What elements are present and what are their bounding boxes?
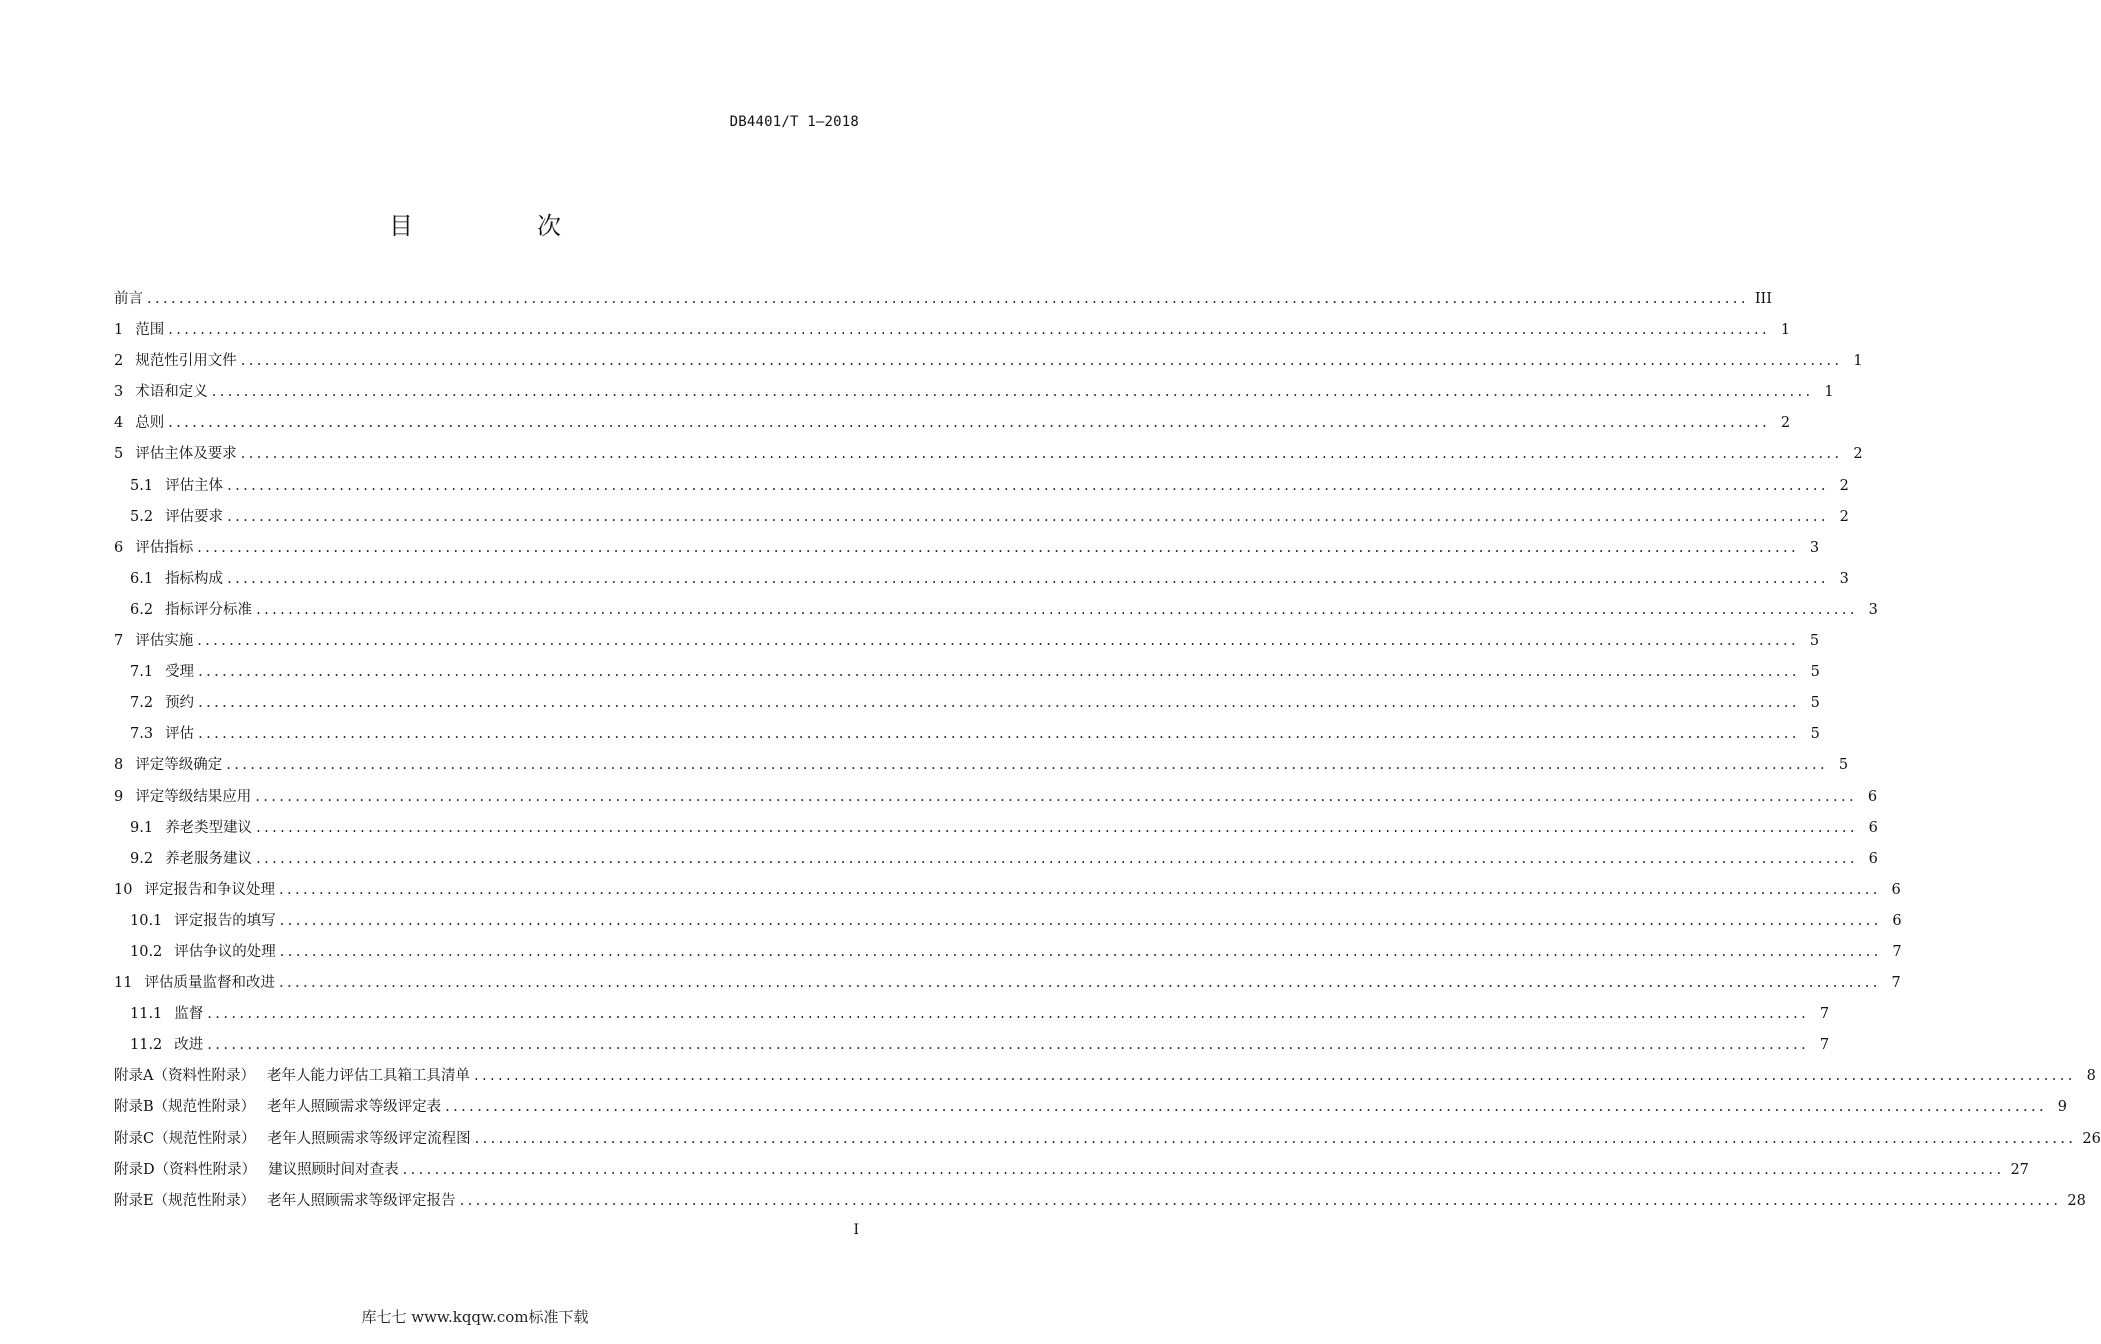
toc-entry-title: 指标构成 — [165, 570, 224, 587]
standard-code: DB4401/T 1—2018 — [729, 114, 859, 130]
dot-leader: ........................................................................................................................................................................................................ — [227, 477, 1829, 494]
dot-leader: ........................................................................................................................................................................................................ — [197, 539, 1800, 556]
dot-leader: ........................................................................................................................................................................................................ — [473, 1068, 2076, 1085]
page-title: 目 次 — [389, 212, 611, 240]
dot-leader: ........................................................................................................................................................................................................ — [402, 1161, 2005, 1178]
toc-entry[interactable] — [114, 1186, 2086, 1217]
dot-leader: ........................................................................................................................................................................................................ — [256, 601, 1858, 618]
toc-entry[interactable] — [114, 719, 1820, 750]
dot-leader: ........................................................................................................................................................................................................ — [279, 943, 1882, 960]
toc-entry-title: 前言 — [114, 291, 143, 307]
dot-leader: ........................................................................................................................................................................................................ — [445, 1099, 2047, 1116]
toc-entry-number: 11.1 — [130, 1006, 163, 1023]
dot-leader: ........................................................................................................................................................................................................ — [207, 1037, 1810, 1054]
toc-entry-number: 11 — [114, 975, 133, 992]
dot-leader: ........................................................................................................................................................................................................ — [240, 353, 1843, 370]
toc-entry-title: 建议照顾时间对查表 — [268, 1161, 399, 1178]
toc-entry-number: 2 — [114, 353, 124, 370]
toc-entry-title: 评估主体 — [165, 477, 224, 494]
toc-entry[interactable] — [114, 439, 1863, 470]
toc-entry-title: 养老服务建议 — [165, 850, 253, 867]
toc-entry[interactable] — [114, 1124, 2101, 1155]
toc-entry[interactable] — [114, 906, 1902, 937]
toc-entry-number: 7.3 — [130, 726, 154, 743]
toc-entry-number: 1 — [114, 322, 124, 339]
toc-entry-title: 老年人照顾需求等级评定表 — [267, 1099, 442, 1116]
toc-entry-title: 评估争议的处理 — [174, 943, 276, 960]
toc-entry-page: 2 — [1780, 415, 1791, 432]
toc-entry[interactable] — [114, 315, 1791, 346]
toc-entry-number: 9.2 — [130, 850, 154, 867]
toc-entry[interactable] — [114, 471, 1849, 502]
toc-entry-page: 2 — [1853, 446, 1863, 463]
toc-entry-number: 附录E（规范性附录） — [114, 1192, 256, 1209]
toc-entry-number: 附录A（资料性附录） — [114, 1068, 255, 1085]
toc-entry-title: 评定报告的填写 — [174, 912, 276, 929]
toc-entry-title: 规范性引用文件 — [135, 353, 237, 370]
dot-leader: ........................................................................................................................................................................................................ — [278, 975, 1881, 992]
toc-entry-page: 26 — [2082, 1130, 2101, 1147]
toc-entry-number: 4 — [114, 415, 124, 432]
dot-leader: ........................................................................................................................................................................................................ — [168, 415, 1771, 432]
toc-entry-page: 7 — [1819, 1037, 1830, 1054]
toc-entry-number: 6 — [114, 539, 124, 556]
toc-entry[interactable] — [114, 750, 1849, 781]
toc-entry-page: 5 — [1810, 726, 1820, 743]
toc-entry-title: 受理 — [165, 664, 195, 681]
toc-entry-title: 改进 — [174, 1037, 204, 1054]
toc-entry-page: 27 — [2010, 1161, 2029, 1178]
dot-leader: ........................................................................................................................................................................................................ — [279, 912, 1882, 929]
toc-entry-number: 附录D（资料性附录） — [114, 1161, 257, 1178]
toc-entry[interactable] — [114, 533, 1820, 564]
toc-entry-page: 5 — [1809, 633, 1820, 650]
toc-entry[interactable] — [114, 937, 1902, 968]
toc-entry-number: 7.2 — [130, 695, 154, 712]
toc-entry-number: 9.1 — [130, 819, 154, 836]
toc-entry-number: 10.2 — [130, 943, 163, 960]
toc-entry[interactable] — [114, 968, 1901, 999]
toc-entry-page: 6 — [1892, 912, 1902, 929]
toc-entry-number: 7.1 — [130, 664, 154, 681]
dot-leader: ........................................................................................................................................................................................................ — [198, 726, 1800, 743]
toc-entry-title: 监督 — [174, 1006, 204, 1023]
toc-entry-page: 1 — [1853, 353, 1863, 370]
toc-entry-page: 5 — [1810, 695, 1820, 712]
toc-entry-page: 6 — [1868, 850, 1878, 867]
toc-entry-title: 评估主体及要求 — [135, 446, 237, 463]
toc-entry-title: 评定等级结果应用 — [135, 788, 252, 805]
dot-leader: ........................................................................................................................................................................................................ — [197, 633, 1800, 650]
dot-leader: ........................................................................................................................................................................................................ — [226, 757, 1829, 774]
toc-entry-number: 6.2 — [130, 601, 154, 618]
toc-entry[interactable] — [114, 284, 1773, 315]
toc-entry-title: 总则 — [135, 415, 165, 432]
dot-leader: ........................................................................................................................................................................................................ — [211, 384, 1814, 401]
toc-entry-title: 老年人照顾需求等级评定报告 — [267, 1192, 456, 1209]
toc-entry-page: 28 — [2067, 1192, 2086, 1209]
page-number: I — [853, 1222, 859, 1238]
dot-leader: ........................................................................................................................................................................................................ — [227, 570, 1829, 587]
toc-entry[interactable] — [114, 1030, 1830, 1061]
toc-entry[interactable] — [114, 688, 1820, 719]
toc-entry-number: 5.1 — [130, 477, 154, 494]
toc-entry[interactable] — [114, 626, 1820, 657]
toc-entry-number: 6.1 — [130, 570, 154, 587]
toc-entry[interactable] — [114, 502, 1849, 533]
toc-entry-page: 6 — [1891, 881, 1901, 898]
toc-entry-page: 9 — [2057, 1099, 2067, 1116]
toc-entry-title: 预约 — [165, 695, 195, 712]
toc-entry[interactable] — [114, 564, 1849, 595]
toc-entry-number: 8 — [114, 757, 124, 774]
dot-leader: ........................................................................................................................................................................................................ — [256, 850, 1858, 867]
dot-leader: ........................................................................................................................................................................................................ — [198, 695, 1800, 712]
toc-entry-page: 2 — [1839, 508, 1849, 525]
toc-entry-number: 5 — [114, 446, 124, 463]
toc-entry-title: 老年人照顾需求等级评定流程图 — [267, 1130, 471, 1147]
toc-entry[interactable] — [114, 844, 1878, 875]
toc-entry[interactable] — [114, 875, 1901, 906]
toc-entry-page: 1 — [1824, 384, 1834, 401]
toc-entry-title: 评定等级确定 — [135, 757, 223, 774]
toc-entry-page: 3 — [1839, 570, 1849, 587]
toc-entry-page: 3 — [1809, 539, 1820, 556]
dot-leader: ........................................................................................................................................................................................................ — [474, 1130, 2077, 1147]
toc-entry[interactable] — [114, 657, 1820, 688]
dot-leader: ........................................................................................................................................................................................................ — [459, 1192, 2062, 1209]
toc-entry[interactable] — [114, 999, 1830, 1030]
toc-entry-number: 10 — [114, 881, 133, 898]
toc-entry-number: 5.2 — [130, 508, 154, 525]
toc-entry-page: 2 — [1839, 477, 1849, 494]
toc-entry-page: 7 — [1891, 975, 1901, 992]
toc-entry-title: 养老类型建议 — [165, 819, 253, 836]
toc-entry-title: 范围 — [135, 322, 165, 339]
toc-entry-page: 7 — [1892, 943, 1902, 960]
toc-entry[interactable] — [114, 1061, 2096, 1092]
dot-leader: ........................................................................................................................................................................................................ — [207, 1006, 1810, 1023]
toc-entry-title: 评估实施 — [135, 633, 194, 650]
dot-leader: ........................................................................................................................................................................................................ — [256, 819, 1858, 836]
watermark-text: 库七七 www.kqqw.com标准下载 — [361, 1308, 589, 1326]
toc-entry-page: 6 — [1868, 819, 1878, 836]
toc-entry-title: 评估质量监督和改进 — [144, 975, 275, 992]
toc-entry-number: 10.1 — [130, 912, 163, 929]
toc-entry[interactable] — [114, 813, 1878, 844]
toc-entry-number: 9 — [114, 788, 124, 805]
toc-entry-title: 老年人能力评估工具箱工具清单 — [266, 1068, 470, 1085]
toc-entry-number: 附录C（规范性附录） — [114, 1130, 256, 1147]
toc-entry[interactable] — [114, 595, 1878, 626]
dot-leader: ........................................................................................................................................................................................................ — [255, 788, 1858, 805]
toc-entry-number: 11.2 — [130, 1037, 163, 1054]
toc-entry-title: 评估 — [165, 726, 195, 743]
toc-entry-title: 评估指标 — [135, 539, 194, 556]
toc-entry-title: 术语和定义 — [135, 384, 208, 401]
toc-entry-number: 3 — [114, 384, 124, 401]
toc-entry[interactable] — [114, 346, 1863, 377]
toc-entry-title: 指标评分标准 — [165, 601, 253, 618]
toc-entry-page: III — [1754, 291, 1773, 307]
toc-entry[interactable] — [114, 408, 1791, 439]
toc-entry-page: 5 — [1810, 664, 1820, 681]
toc-entry-title: 评估要求 — [165, 508, 224, 525]
toc-entry[interactable] — [114, 377, 1834, 408]
dot-leader: ........................................................................................................................................................................................................ — [227, 508, 1829, 525]
dot-leader: ........................................................................................................................................................................................................ — [198, 664, 1800, 681]
dot-leader: ........................................................................................................................................................................................................ — [147, 291, 1749, 307]
dot-leader: ........................................................................................................................................................................................................ — [278, 881, 1881, 898]
toc-entry-page: 7 — [1819, 1006, 1830, 1023]
toc-entry-page: 3 — [1868, 601, 1878, 618]
toc-entry-page: 5 — [1838, 757, 1849, 774]
toc-entry[interactable] — [114, 782, 1878, 813]
toc-entry-title: 评定报告和争议处理 — [144, 881, 275, 898]
toc-entry-page: 6 — [1867, 788, 1878, 805]
table-of-contents — [114, 284, 2101, 1217]
toc-entry[interactable] — [114, 1155, 2029, 1186]
dot-leader: ........................................................................................................................................................................................................ — [240, 446, 1843, 463]
toc-entry[interactable] — [114, 1092, 2067, 1123]
toc-entry-page: 8 — [2086, 1068, 2096, 1085]
toc-entry-page: 1 — [1780, 322, 1791, 339]
toc-entry-number: 附录B（规范性附录） — [114, 1099, 256, 1116]
dot-leader: ........................................................................................................................................................................................................ — [168, 322, 1771, 339]
toc-entry-number: 7 — [114, 633, 124, 650]
